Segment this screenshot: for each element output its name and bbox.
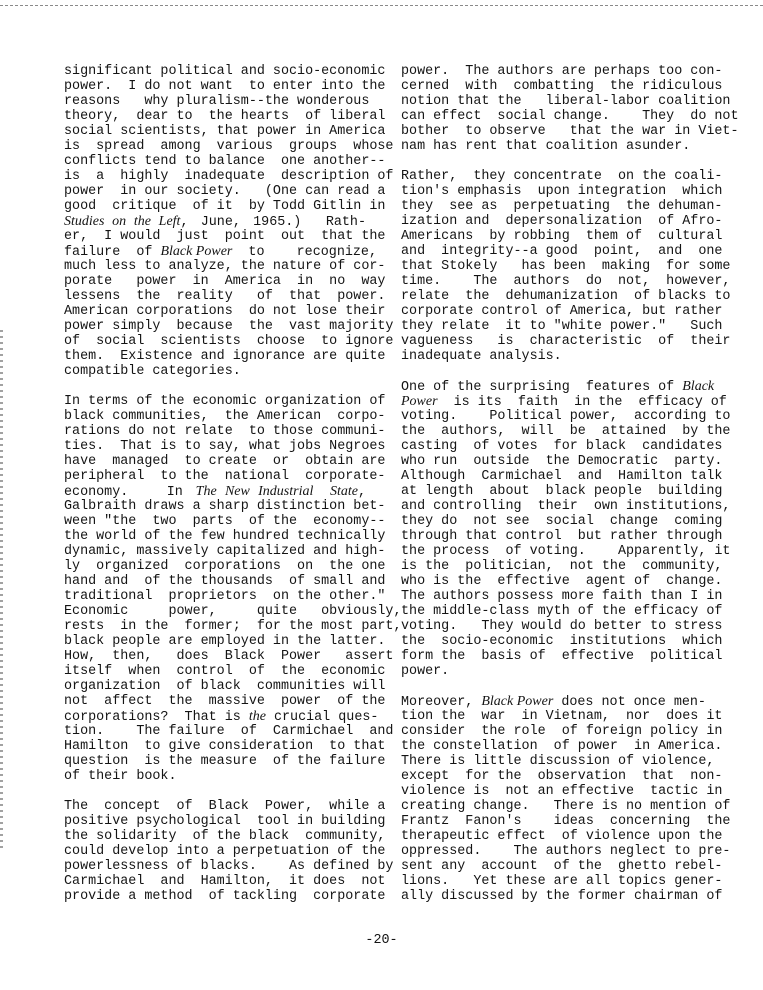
text-line: corporations? That is the crucial ques- (64, 709, 379, 725)
text-line: through that control but rather through (401, 529, 723, 544)
text-line: rations do not relate to those communi- (64, 424, 386, 439)
text-line: Studies on the Left, June, 1965.) Rath- (64, 214, 366, 230)
italic-title: Black Power (481, 694, 554, 709)
text-line: power in our society. (One can read a (64, 184, 386, 199)
text-line: Carmichael and Hamilton, it does not (64, 874, 386, 889)
text-line: peripheral to the national corporate- (64, 469, 386, 484)
text-line: have managed to create or obtain are (64, 454, 386, 469)
text-line: is spread among various groups whose (64, 139, 394, 154)
text-line: itself when control of the economic (64, 664, 386, 679)
paragraph (64, 799, 394, 904)
text-line: the socio-economic institutions which (401, 634, 723, 649)
text-line: power. I do not want to enter into the (64, 79, 386, 94)
paragraph (401, 694, 731, 904)
italic-title: Power (401, 394, 438, 409)
paragraph (64, 394, 402, 784)
text-line: at length about black people building (401, 484, 723, 499)
right-column (401, 64, 739, 919)
text-line: There is little discussion of violence, (401, 754, 715, 769)
text-line: is the politician, not the community, (401, 559, 723, 574)
text-line: of social scientists choose to ignore (64, 334, 394, 349)
text-line: Hamilton to give consideration to that (64, 739, 386, 754)
text-line: of their book. (64, 769, 177, 784)
text-line: Americans by robbing them of cultural (401, 229, 723, 244)
text-line: rests in the former; for the most part, (64, 619, 402, 634)
text-line: tion the war in Vietnam, nor does it (401, 709, 723, 724)
italic-title: Black (682, 379, 715, 394)
text-line: them. Existence and ignorance are quite (64, 349, 386, 364)
paragraph (401, 64, 739, 154)
text-line: reasons why pluralism--the wonderous (64, 94, 370, 109)
text-line: voting. Political power, according to (401, 409, 731, 424)
text-line: nam has rent that coalition asunder. (401, 139, 691, 154)
text-line: time. The authors do not, however, (401, 274, 731, 289)
text-line: Frantz Fanon's ideas concerning the (401, 814, 731, 829)
text-line: dynamic, massively capitalized and high- (64, 544, 386, 559)
text-line: ly organized corporations on the one (64, 559, 386, 574)
text-line: bother to observe that the war in Viet- (401, 124, 739, 139)
text-line: cerned with combatting the ridiculous (401, 79, 723, 94)
text-line: porate power in America in no way (64, 274, 386, 289)
text-line: violence is not an effective tactic in (401, 784, 723, 799)
text-line: good critique of it by Todd Gitlin in (64, 199, 386, 214)
text-line: sent any account of the ghetto rebel- (401, 859, 723, 874)
text-line: Power is its faith in the efficacy of (401, 394, 727, 410)
italic-title: Studies on the Left (64, 214, 181, 229)
text-line: casting of votes for black candidates (401, 439, 723, 454)
text-line: vagueness is characteristic of their (401, 334, 731, 349)
text-line: is a highly inadequate description of (64, 169, 394, 184)
text-line: Although Carmichael and Hamilton talk (401, 469, 723, 484)
text-line: the authors, will be attained by the (401, 424, 731, 439)
italic-title: The New Industrial State (195, 484, 358, 499)
text-line: the solidarity of the black community, (64, 829, 386, 844)
text-line: relate the dehumanization of blacks to (401, 289, 731, 304)
text-line: the world of the few hundred technically (64, 529, 386, 544)
text-line: and controlling their own institutions, (401, 499, 731, 514)
italic-title: Black Power (160, 244, 233, 259)
paragraph (64, 64, 394, 379)
text-line: the middle-class myth of the efficacy of (401, 604, 723, 619)
text-line: lions. Yet these are all topics gener- (401, 874, 723, 889)
text-line: tion's emphasis upon integration which (401, 184, 723, 199)
text-line: inadequate analysis. (401, 349, 562, 364)
text-line: positive psychological tool in building (64, 814, 386, 829)
paragraph (401, 169, 731, 364)
text-line: creating change. There is no mention of (401, 799, 731, 814)
text-line: In terms of the economic organization of (64, 394, 386, 409)
text-line: they relate it to "white power." Such (401, 319, 723, 334)
text-line: How, then, does Black Power assert (64, 649, 394, 664)
text-line: theory, dear to the hearts of liberal (64, 109, 386, 124)
text-line: ization and depersonalization of Afro- (401, 214, 723, 229)
paragraph (401, 379, 731, 679)
text-line: ween "the two parts of the economy-- (64, 514, 386, 529)
text-line: conflicts tend to balance one another-- (64, 154, 386, 169)
text-line: One of the surprising features of Black (401, 379, 715, 395)
text-line: black communities, the American corpo- (64, 409, 386, 424)
text-line: Economic power, quite obviously, (64, 604, 402, 619)
text-line: power simply because the vast majority (64, 319, 394, 334)
text-line: and integrity--a good point, and one (401, 244, 723, 259)
text-line: The concept of Black Power, while a (64, 799, 386, 814)
text-line: power. (401, 664, 450, 679)
text-line: they do not see social change coming (401, 514, 723, 529)
text-line: ally discussed by the former chairman of (401, 889, 723, 904)
text-line: Galbraith draws a sharp distinction bet- (64, 499, 386, 514)
text-line: organization of black communities will (64, 679, 386, 694)
text-line: that Stokely has been making for some (401, 259, 731, 274)
text-line: Rather, they concentrate on the coali- (401, 169, 723, 184)
text-line: the constellation of power in America. (401, 739, 723, 754)
text-line: er, I would just point out that the (64, 229, 386, 244)
text-line: hand and of the thousands of small and (64, 574, 386, 589)
text-line: much less to analyze, the nature of cor- (64, 259, 386, 274)
text-line: they see as perpetuating the dehuman- (401, 199, 723, 214)
text-line: the process of voting. Apparently, it (401, 544, 731, 559)
text-line: therapeutic effect of violence upon the (401, 829, 723, 844)
text-line: can effect social change. They do not (401, 109, 739, 124)
text-line: who run outside the Democratic party. (401, 454, 723, 469)
binding-margin-marks (0, 330, 3, 850)
text-line: provide a method of tackling corporate (64, 889, 386, 904)
text-line: notion that the liberal-labor coalition (401, 94, 731, 109)
top-edge-rule (0, 0, 763, 6)
text-line: compatible categories. (64, 364, 241, 379)
text-line: voting. They would do better to stress (401, 619, 723, 634)
page-number: -20- (365, 933, 398, 948)
text-line: consider the role of foreign policy in (401, 724, 723, 739)
text-line: significant political and socio-economic (64, 64, 386, 79)
text-line: form the basis of effective political (401, 649, 723, 664)
text-line: traditional proprietors on the other." (64, 589, 386, 604)
text-line: could develop into a perpetuation of the (64, 844, 386, 859)
text-line: lessens the reality of that power. (64, 289, 386, 304)
text-line: who is the effective agent of change. (401, 574, 723, 589)
text-line: power. The authors are perhaps too con- (401, 64, 723, 79)
text-line: failure of Black Power to recognize, (64, 244, 378, 260)
text-line: not affect the massive power of the (64, 694, 386, 709)
text-line: tion. The failure of Carmichael and (64, 724, 394, 739)
text-line: oppressed. The authors neglect to pre- (401, 844, 731, 859)
text-line: social scientists, that power in America (64, 124, 386, 139)
text-line: American corporations do not lose their (64, 304, 386, 319)
text-line: The authors possess more faith than I in (401, 589, 723, 604)
text-line: ties. That is to say, what jobs Negroes (64, 439, 386, 454)
text-line: corporate control of America, but rather (401, 304, 723, 319)
text-line: Moreover, Black Power does not once men- (401, 694, 706, 710)
text-line: black people are employed in the latter. (64, 634, 386, 649)
left-column (64, 64, 402, 919)
text-line: question is the measure of the failure (64, 754, 386, 769)
text-line: except for the observation that non- (401, 769, 723, 784)
italic-title: the (248, 709, 266, 724)
text-line: powerlessness of blacks. As defined by (64, 859, 394, 874)
text-line: economy. In The New Industrial State, (64, 484, 366, 500)
